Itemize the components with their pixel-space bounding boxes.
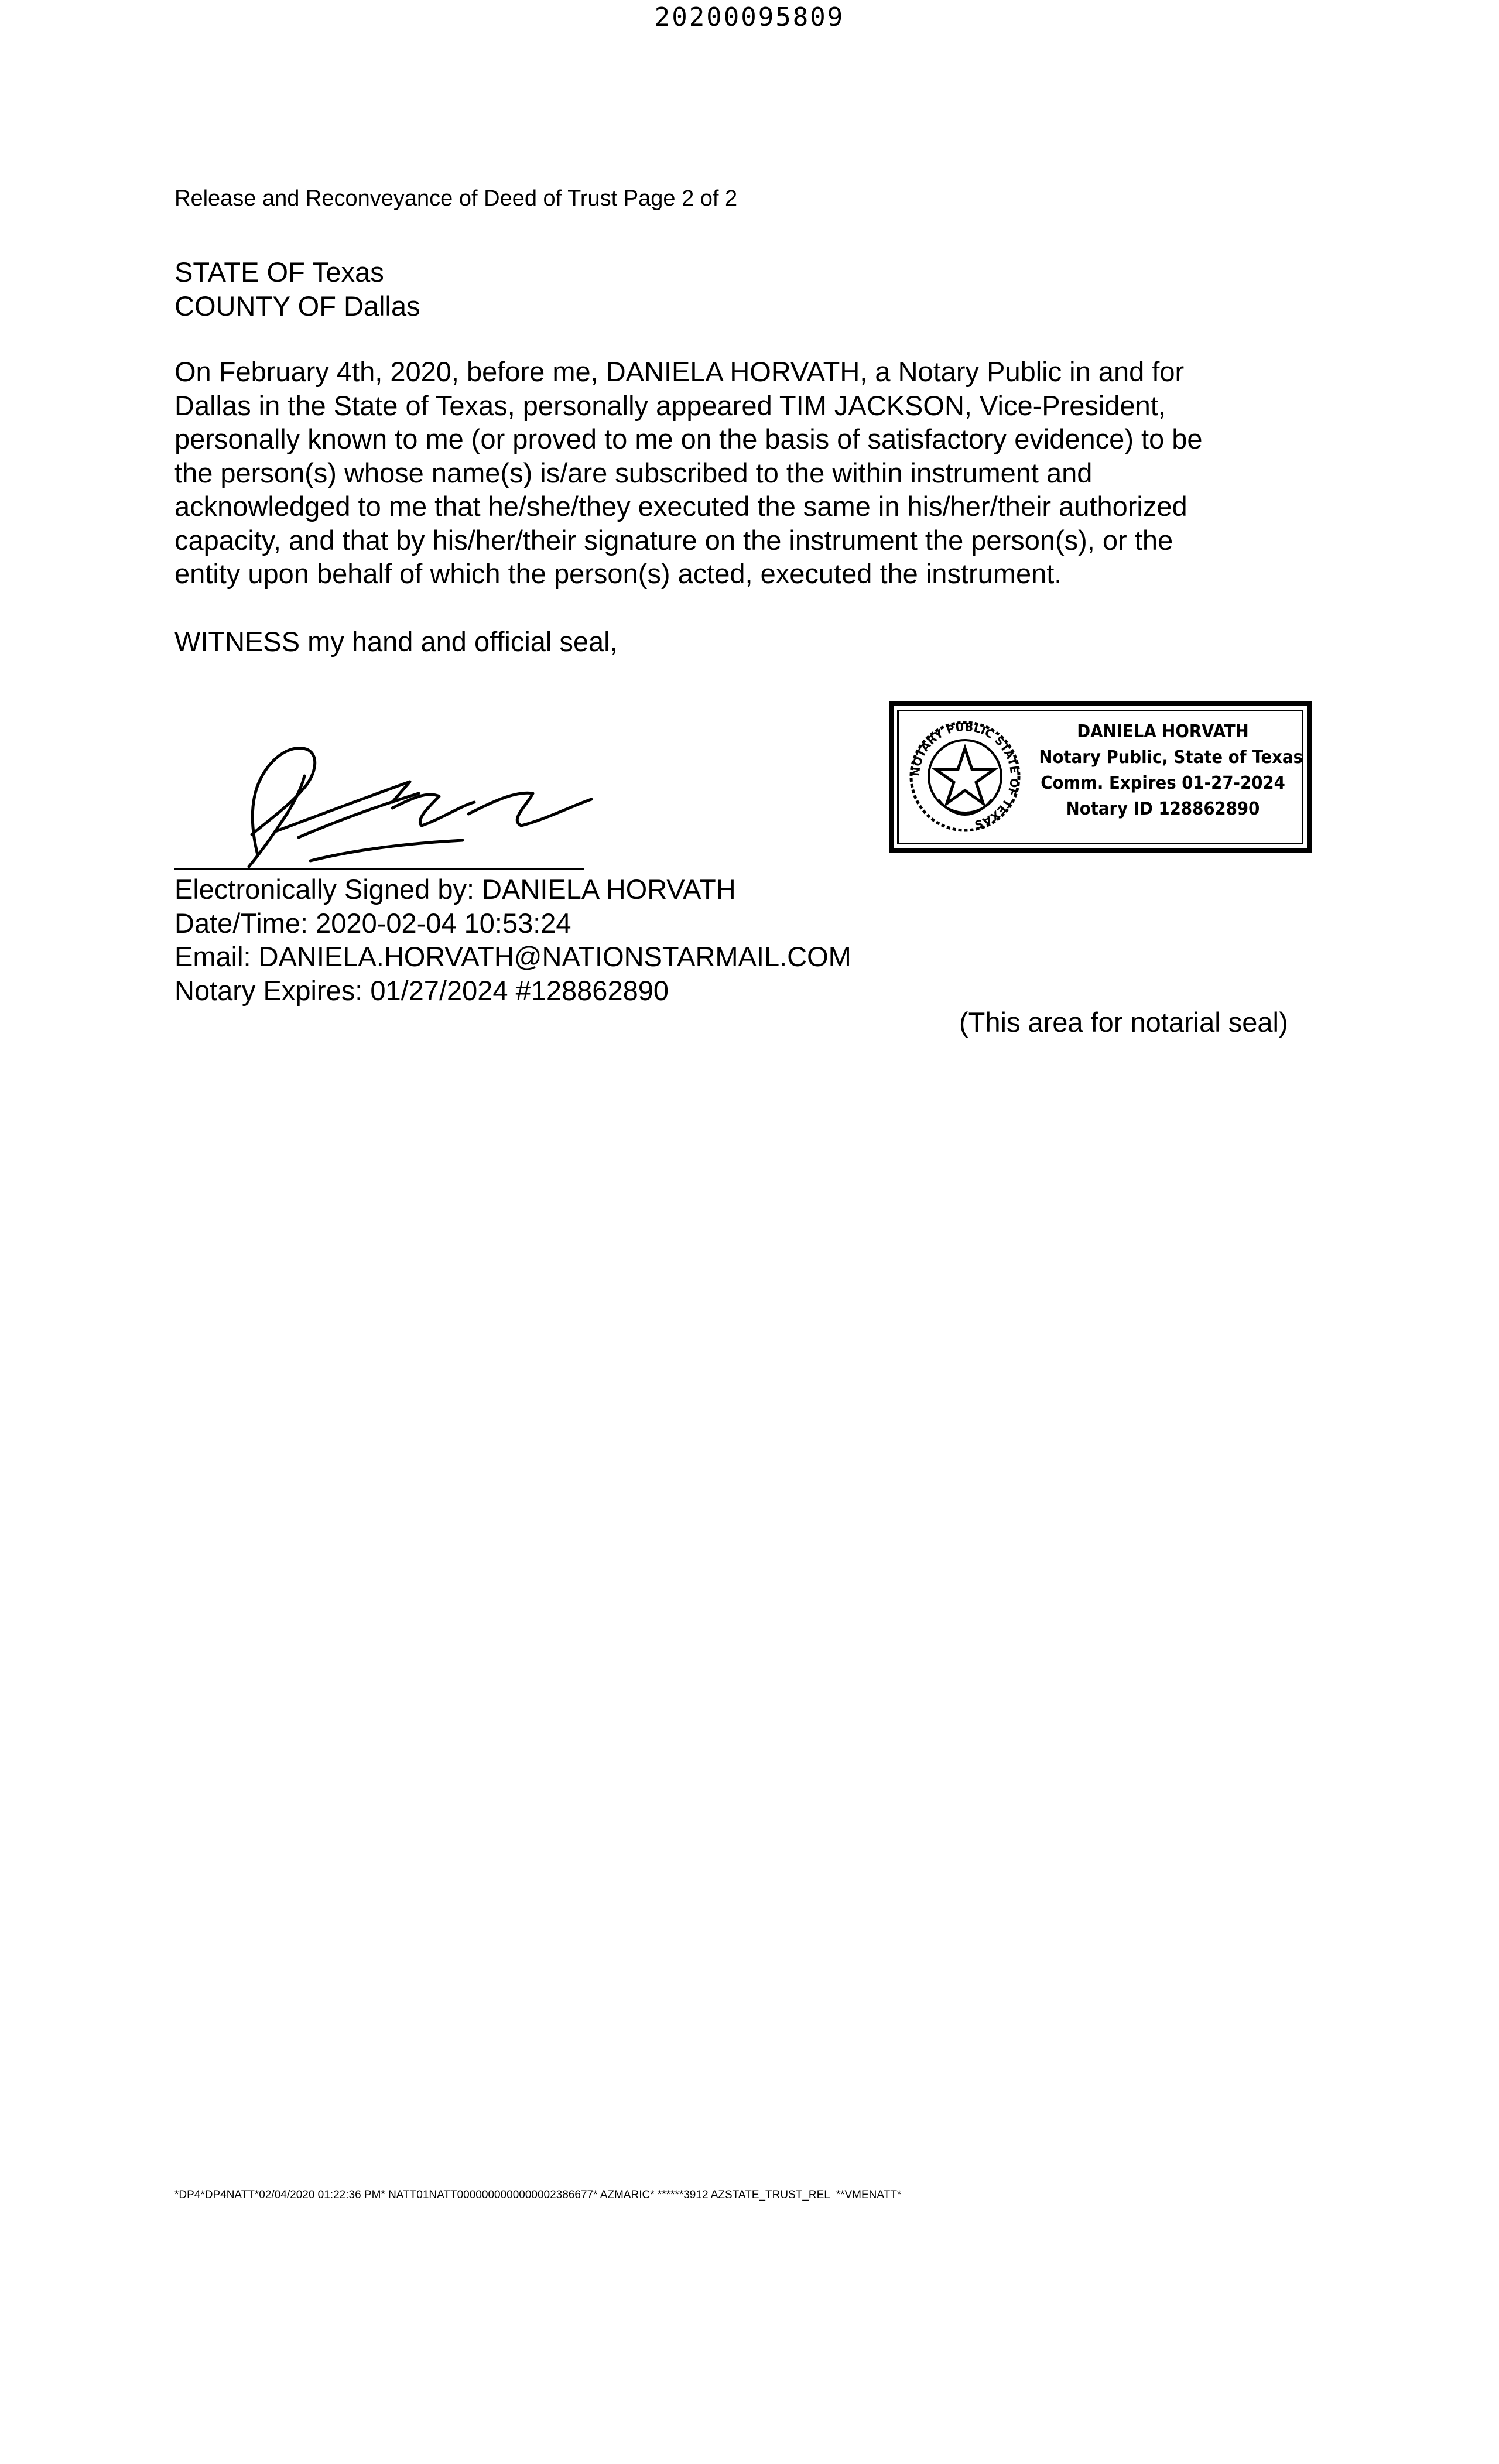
seal-area-caption: (This area for notarial seal) [959, 1007, 1288, 1038]
stamp-notary-title: Notary Public, State of Texas [1039, 747, 1303, 768]
handwritten-signature [217, 732, 603, 872]
footer-tracking-code: *DP4*DP4NATT*02/04/2020 01:22:36 PM* NATT01NATT0000000000000002386677* AZMARIC* ******3912 AZSTATE_TRUST_REL **VMENATT* [174, 2189, 902, 2201]
state-line: STATE OF Texas [174, 256, 384, 288]
county-line: COUNTY OF Dallas [174, 290, 420, 321]
acknowledgment-line: Dallas in the State of Texas, personally appeared TIM JACKSON, Vice-President, [174, 389, 1166, 421]
acknowledgment-line: acknowledged to me that he/she/they executed the same in his/her/their authorized [174, 491, 1187, 522]
acknowledgment-line: personally known to me (or proved to me on the basis of satisfactory evidence) to be [174, 423, 1203, 454]
acknowledgment-paragraph [174, 355, 1322, 591]
acknowledgment-line: the person(s) whose name(s) is/are subscribed to the within instrument and [174, 457, 1093, 488]
state-seal-emblem [906, 718, 1024, 835]
notary-stamp [889, 701, 1312, 853]
page-header: Release and Reconveyance of Deed of Trust Page 2 of 2 [174, 186, 738, 211]
recording-number: 20200095809 [654, 2, 845, 32]
seal-ring-text: NOTARY PUBLIC STATE OF TEXAS [909, 720, 1021, 831]
venue-block [174, 255, 420, 323]
stamp-commission-expires: Comm. Expires 01-27-2024 [1041, 773, 1285, 793]
signature-line [174, 868, 584, 870]
stamp-text [1028, 719, 1303, 822]
acknowledgment-line: capacity, and that by his/her/their signature on the instrument the person(s), or the [174, 524, 1173, 556]
electronic-signature-block [174, 872, 851, 1007]
signer-email: Email: DANIELA.HORVATH@NATIONSTARMAIL.COM [174, 941, 851, 972]
stamp-notary-id: Notary ID 128862890 [1066, 799, 1260, 819]
stamp-notary-name: DANIELA HORVATH [1077, 721, 1249, 742]
acknowledgment-line: On February 4th, 2020, before me, DANIELA HORVATH, a Notary Public in and for [174, 356, 1185, 387]
notary-expiration: Notary Expires: 01/27/2024 #128862890 [174, 974, 669, 1006]
acknowledgment-line: entity upon behalf of which the person(s) acted, executed the instrument. [174, 558, 1062, 589]
witness-line: WITNESS my hand and official seal, [174, 626, 618, 657]
sign-datetime: Date/Time: 2020-02-04 10:53:24 [174, 907, 571, 939]
signed-by: Electronically Signed by: DANIELA HORVATH [174, 874, 736, 905]
